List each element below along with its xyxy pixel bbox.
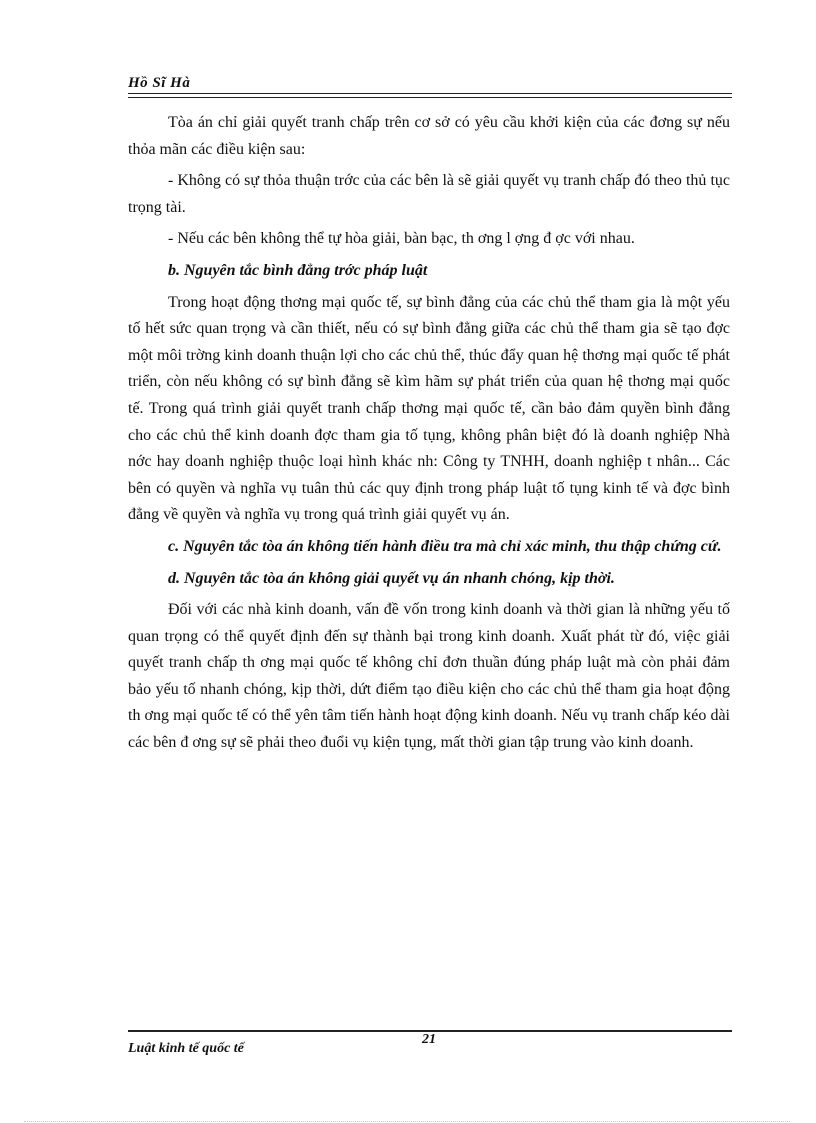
- paragraph: Trong hoạt động thơng mại quốc tế, sự bình đẳng của các chủ thể tham gia là một yếu tố hết sức quan trọng và cần thiết, nếu có sự bình đẳng giữa các chủ thể tham gia sẽ tạo đợc một môi trờng kinh doanh thuận lợi cho các chủ thể, thúc đẩy quan hệ thơng mại quốc tế phát triển, còn nếu không có sự bình đẳng sẽ kìm hãm sự phát triển của quan hệ thơng mại quốc tế. Trong quá trình giải quyết tranh chấp thơng mại quốc tế, cần bảo đảm quyền bình đẳng cho các chủ thể kinh doanh đợc tham gia tố tụng, không phân biệt đó là doanh nghiệp Nhà nớc hay doanh nghiệp thuộc loại hình khác nh: Công ty TNHH, doanh nghiệp t nhân... Các bên có quyền và nghĩa vụ tuân thủ các quy định trong pháp luật tố tụng kinh tế và đợc bình đẳng về quyền và nghĩa vụ trong quá trình giải quyết vụ án.: [128, 293, 730, 524]
- footer-title: Luật kinh tế quốc tế: [128, 1041, 244, 1056]
- header-author: Hồ Sĩ Hà: [128, 75, 191, 91]
- page-footer: [128, 1030, 732, 1056]
- page-number: 21: [422, 1032, 436, 1047]
- header-rule: [128, 93, 732, 98]
- section-heading: d. Nguyên tắc tòa án không giải quyết vụ án nhanh chóng, kịp thời.: [168, 569, 615, 587]
- paragraph: - Nếu các bên không thể tự hòa giải, bàn bạc, th ơng l ợng đ ợc với nhau.: [168, 230, 635, 248]
- page-edge: [24, 1121, 790, 1122]
- section-heading: c. Nguyên tắc tòa án không tiến hành điều tra mà chỉ xác minh, thu thập chứng cứ.: [168, 537, 722, 555]
- paragraph: Tòa án chỉ giải quyết tranh chấp trên cơ sở có yêu cầu khởi kiện của các đơng sự nếu thỏa mãn các điều kiện sau:: [128, 114, 730, 158]
- paragraph: Đối với các nhà kinh doanh, vấn đề vốn trong kinh doanh và thời gian là những yếu tố quan trọng có thể quyết định đến sự thành bại trong kinh doanh. Xuất phát từ đó, việc giải quyết tranh chấp th ơng mại quốc tế không chỉ đơn thuần đúng pháp luật mà còn phải đảm bảo yếu tố nhanh chóng, kịp thời, dứt điểm tạo điều kiện cho các chủ thể tham gia hoạt động th ơng mại quốc tế có thể yên tâm tiến hành hoạt động kinh doanh. Nếu vụ tranh chấp kéo dài các bên đ ơng sự sẽ phải theo đuổi vụ kiện tụng, mất thời gian tập trung vào kinh doanh.: [128, 601, 730, 752]
- section-heading: b. Nguyên tắc bình đẳng trớc pháp luật: [168, 261, 428, 279]
- page-header: [128, 76, 732, 98]
- body-text: [128, 110, 730, 762]
- paragraph: - Không có sự thỏa thuận trớc của các bên là sẽ giải quyết vụ tranh chấp đó theo thủ tục trọng tài.: [128, 172, 730, 216]
